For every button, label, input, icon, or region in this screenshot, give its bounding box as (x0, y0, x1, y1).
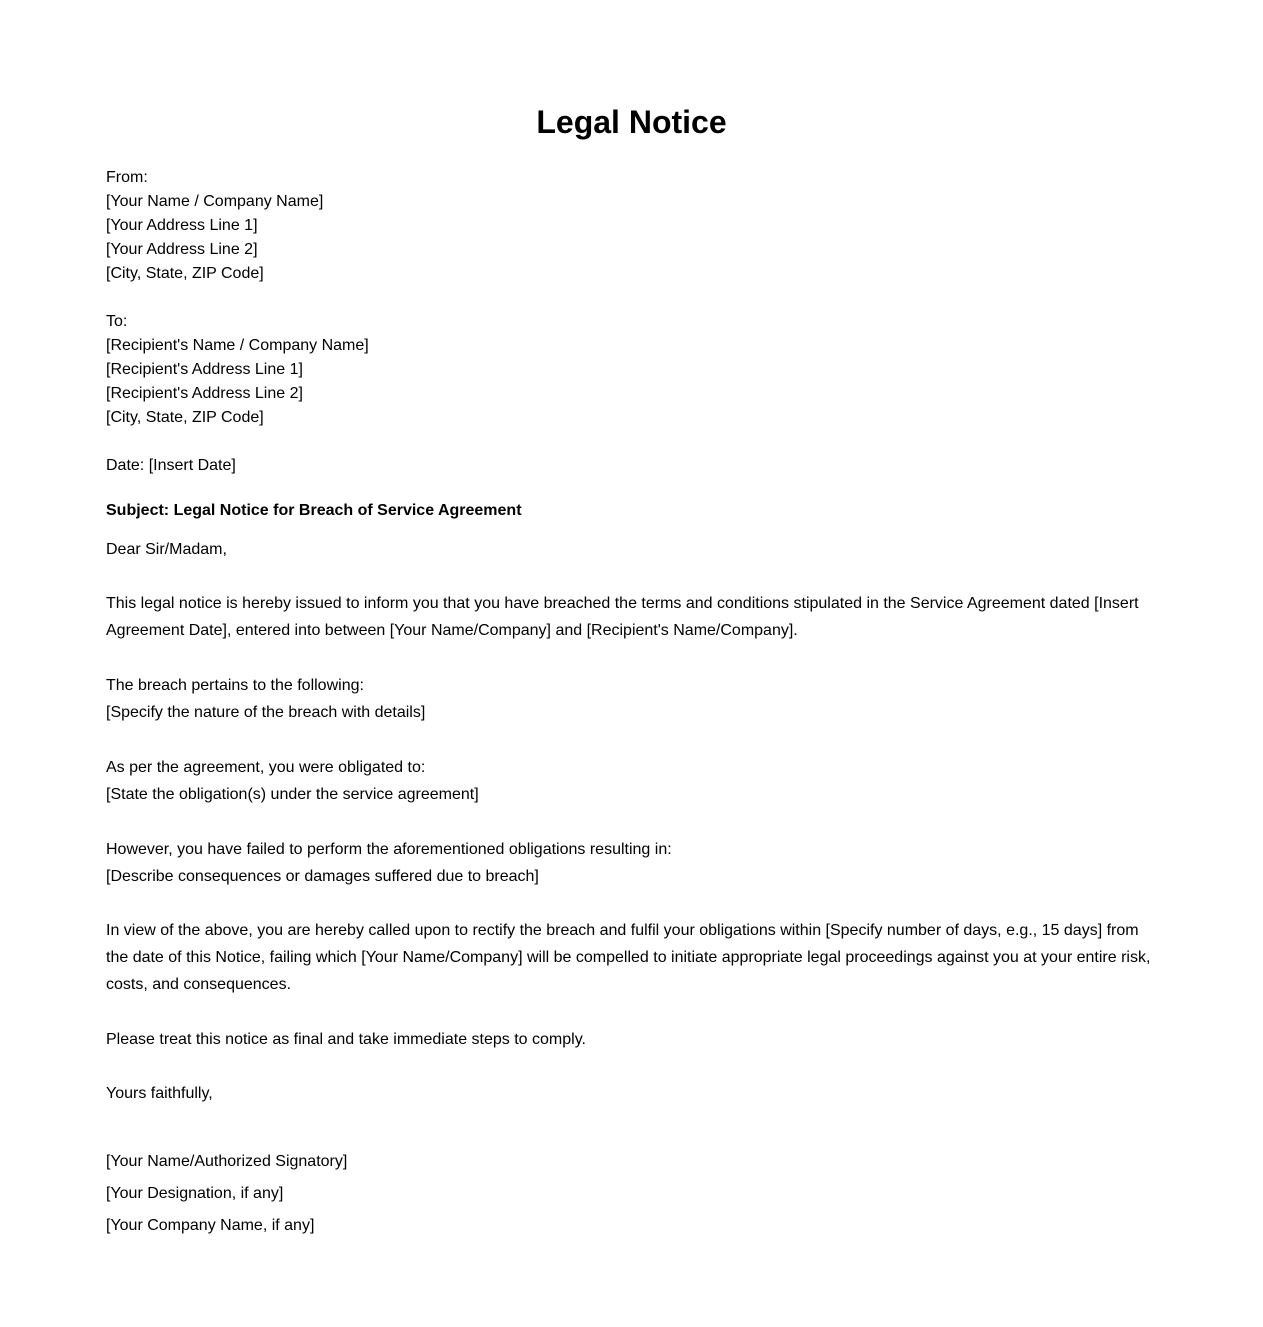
obligation-placeholder: [State the obligation(s) under the service agreement] (106, 786, 479, 803)
demand-paragraph: In view of the above, you are hereby called upon to rectify the breach and fulfil your obligations within [Specify number of days, e.g., 15 days] from the date of this Notice, failing which [Your Name/Company] will be compelled to initiate appropriate legal proceedings against you at your entire risk, costs, and consequences. (106, 922, 1151, 993)
from-line: [Your Address Line 1] (106, 217, 258, 234)
to-line: [Recipient's Address Line 2] (106, 385, 303, 402)
final-request: Please treat this notice as final and take immediate steps to comply. (106, 1031, 586, 1048)
to-line: [City, State, ZIP Code] (106, 409, 264, 426)
date-line: Date: [Insert Date] (106, 457, 236, 474)
signature-designation: [Your Designation, if any] (106, 1185, 284, 1202)
subject-line: Subject: Legal Notice for Breach of Service Agreement (106, 502, 522, 519)
intro-paragraph: This legal notice is hereby issued to inform you that you have breached the terms and conditions stipulated in the Service Agreement dated [Insert Agreement Date], entered into between [Your Name/Company] and [Recipient's Name/Company]. (106, 595, 1139, 639)
signature-name: [Your Name/Authorized Signatory] (106, 1153, 348, 1170)
failure-placeholder: [Describe consequences or damages suffered due to breach] (106, 868, 539, 885)
to-label: To: (106, 313, 128, 330)
breach-placeholder: [Specify the nature of the breach with details] (106, 704, 426, 721)
breach-label: The breach pertains to the following: (106, 677, 364, 694)
to-line: [Recipient's Address Line 1] (106, 361, 303, 378)
document-title: Legal Notice (536, 104, 727, 140)
from-line: [City, State, ZIP Code] (106, 265, 264, 282)
from-label: From: (106, 169, 148, 186)
salutation: Dear Sir/Madam, (106, 541, 227, 558)
to-line: [Recipient's Name / Company Name] (106, 337, 369, 354)
failure-label: However, you have failed to perform the aforementioned obligations resulting in: (106, 841, 672, 858)
closing: Yours faithfully, (106, 1085, 213, 1102)
from-line: [Your Name / Company Name] (106, 193, 324, 210)
obligation-label: As per the agreement, you were obligated to: (106, 759, 426, 776)
from-line: [Your Address Line 2] (106, 241, 258, 258)
signature-company: [Your Company Name, if any] (106, 1217, 315, 1234)
